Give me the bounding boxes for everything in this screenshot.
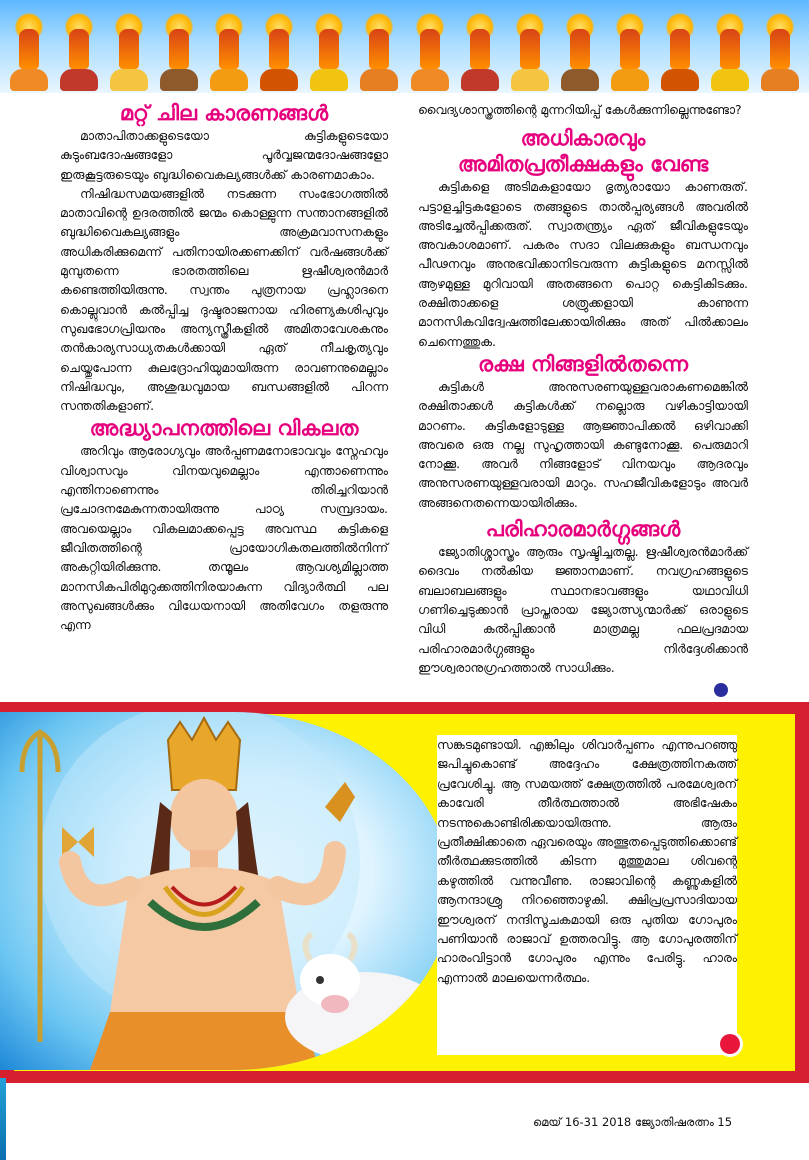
right-column [418, 100, 748, 677]
page-edge-strip [0, 1078, 6, 1160]
paragraph: ജ്യോതിശ്ശാസ്ത്രം ആരും സൃഷ്ടിച്ചതല്ല. ഋഷീശ്വരൻമാർക്ക് ദൈവം നൽകിയ ജ്ഞാനമാണ്. നവഗ്രഹങ്ങളുടെ ബലാബലങ്ങളും സ്ഥാനഭാവങ്ങളും യഥാവിധി ഗണിച്ചെടുക്കാൻ പ്രാപ്തരായ ജ്യോത്സ്യന്മാർക്ക് ഒരാളുടെ വിധി കൽപ്പിക്കാൻ മാത്രമല്ല ഫലപ്രദമായ പരിഹാരമാർഗ്ഗങ്ങളും നിർദ്ദേശിക്കാൻ ഈശ്വരാനുഗ്രഹത്താൽ സാധിക്കും. [418, 544, 748, 675]
page-footer: മെയ് 16-31 2018 ജ്യോതിഷരത്നം 15 [533, 1115, 733, 1129]
section-heading-protection: രക്ഷ നിങ്ങളിൽതന്നെ [478, 351, 688, 376]
paragraph: നിഷിദ്ധസമയങ്ങളിൽ നടക്കുന്ന സംഭോഗത്തിൽ മാതാവിന്റെ ഉദരത്തിൽ ജന്മം കൊള്ളുന്ന സന്താനങ്ങളിൽ ബുദ്ധിവൈകല്യങ്ങളും അക്രമവാസനകളും അധികരിക്കുമെന്ന് പതിനായിരക്കണക്കിന് വർഷങ്ങൾക്ക് മുമ്പുതന്നെ ഭാരതത്തിലെ ഋഷീശ്വരൻമാർ കണ്ടെത്തിയിരുന്നു. സ്വന്തം പുത്രനായ പ്രഹ്ലാദനെ കൊല്ലുവാൻ കൽപ്പിച്ച ദുഷ്ടരാജനായ ഹിരണ്യകശിപുവും സുഖഭോഗപ്രിയനും അന്യസ്ത്രീകളിൽ അമിതാവേശകനും തൻകാര്യസാധ്യതകൾക്കായി ഏത് നീചകൃത്യവും ചെയ്തുപോന്ന കുലദ്രോഹിയുമായിരുന്ന രാവണനുമെല്ലാം നിഷിദ്ധവും, അശുദ്ധവുമായ ബന്ധങ്ങളിൽ പിറന്ന സന്തതികളാണ്. [60, 185, 388, 414]
deity-icon [360, 11, 398, 93]
deity-icon [310, 11, 348, 93]
deity-icon [761, 11, 799, 93]
deity-icon [160, 11, 198, 93]
deity-icon [210, 11, 248, 93]
deity-icon [260, 11, 298, 93]
section-heading-other-causes: മറ്റ് ചില കാരണങ്ങൾ [119, 101, 329, 125]
paragraph: അറിവും ആരോഗ്യവും അർപ്പണമനോഭാവവും സ്നേഹവും വിശ്വാസവും വിനയവുമെല്ലാം എന്താണെന്നും എന്തിനാണെന്നും തിരിച്ചറിയാൻ പ്രചോദനമേകുന്നതായിരുന്നു പാഠ്യ സമ്പ്രദായം. അവയെല്ലാം വികലമാക്കപ്പെട്ട അവസ്ഥ കുട്ടികളെ ജീവിതത്തിന്റെ പ്രായോഗികതലത്തിൽനിന്ന് അകറ്റിയിരിക്കുന്നു. തന്മൂലം ആവശ്യമില്ലാത്ത മാനസികപിരിമുറുക്കത്തിനിരയാകുന്ന വിദ്യാർത്ഥി പല അസുഖങ്ങൾക്കും വിധേയനായി അതിവേഗം തളരുന്നു എന്ന [60, 443, 388, 633]
end-mark-icon [714, 683, 728, 697]
left-column [60, 100, 388, 634]
shiva-with-nandi-icon [0, 712, 452, 1070]
section-heading-authority-line1: അധികാരവും [520, 126, 646, 151]
end-mark-red-icon [720, 1034, 740, 1054]
paragraph: കുട്ടികൾ അനുസരണയുള്ളവരാകണമെങ്കിൽ രക്ഷിതാക്കൾ കുട്ടികൾക്ക് നല്ലൊരു വഴികാട്ടിയായി മാറണം. കുട്ടികളോടുള്ള ആജ്ഞാപിക്കൽ ഒഴിവാക്കി അവരെ ഒരു നല്ല സുഹൃത്തായി കണ്ടുനോക്കൂ. പെരുമാറി നോക്കൂ. അവർ നിങ്ങളോട് വിനയവും ആദരവും അനുസരണയുള്ളവരായി മാറും. സഹജീവികളോടും അവർ അങ്ങനെതന്നെയായിരിക്കും. [418, 378, 748, 510]
story-paragraph: സങ്കടമുണ്ടായി. എങ്കിലും ശിവാർപ്പണം എന്നുപറഞ്ഞു ജപിച്ചുകൊണ്ട് അദ്ദേഹം ക്ഷേത്രത്തിനകത്ത് പ്രവേശിച്ചു. ആ സമയത്ത് ക്ഷേത്രത്തിൽ പരമേശ്വരന് കാവേരി തീർത്ഥത്താൽ അഭിഷേകം നടന്നുകൊണ്ടിരിക്കയായിരുന്നു. ആരും പ്രതീക്ഷിക്കാതെ ഏവരെയും അത്ഭുതപ്പെടുത്തിക്കൊണ്ട് തീർത്ഥക്കുടത്തിൽ കിടന്ന മുത്തുമാല ശിവന്റെ കഴുത്തിൽ വന്നുവീണു. രാജാവിന്റെ കണ്ണുകളിൽ ആനന്ദാശ്രു നിറഞ്ഞൊഴുകി. ക്ഷിപ്രപ്രസാദിയായ ഈശ്വരന് നന്ദിസൂചകമായി ഒരു പുതിയ ഗോപുരം പണിയാൻ രാജാവ് ഉത്തരവിട്ടു. ആ ഗോപുരത്തിന് ഹാരംവിട്ടാൻ ഗോപുരം എന്നും പേരിട്ടു. ഹാരം എന്നാൽ മാലയെന്നർത്ഥം. [437, 737, 737, 985]
deity-icon [661, 11, 699, 93]
deity-icon [110, 11, 148, 93]
deity-icon [461, 11, 499, 93]
paragraph: മാതാപിതാക്കളുടെയോ കുട്ടികളുടെയോ കുടുംബദോഷങ്ങളോ പൂർവ്വജന്മദോഷങ്ങളോ ഇരുകൂട്ടരുടെയും ബുദ്ധിവൈകല്യങ്ങൾക്ക് കാരണമാകാം. [60, 128, 388, 182]
shiva-illustration [0, 712, 452, 1070]
deity-icon [561, 11, 599, 93]
section-heading-remedies: പരിഹാരമാർഗ്ഗങ്ങൾ [485, 517, 681, 542]
section-heading-teaching-distortion: അദ്ധ്യാപനത്തിലെ വികലത [89, 416, 359, 441]
section-heading-authority-line2: അമിതപ്രതീക്ഷകളും വേണ്ട [457, 152, 709, 177]
deity-banner [0, 0, 809, 93]
deity-icon [611, 11, 649, 93]
deity-icon [511, 11, 549, 93]
paragraph-continued: വൈദ്യശാസ്ത്രത്തിന്റെ മുന്നറിയിപ്പ് കേൾക്കുന്നില്ലെന്നുണ്ടോ? [418, 102, 742, 117]
deity-icon [411, 11, 449, 93]
paragraph: കുട്ടികളെ അടിമകളായോ ഭൃത്യരായോ കാണരുത്. പട്ടാളച്ചിട്ടകളോടെ തങ്ങളുടെ താൽപ്പര്യങ്ങൾ അവരിൽ അടിച്ചേൽപ്പിക്കരുത്. സ്വാതന്ത്ര്യം ഏത് ജീവികളുടേയും അവകാശമാണ്. പകരം സദാ വിലക്കുകളും ബന്ധനവും പീഢനവും അനുഭവിക്കാനിടവരുന്ന കുട്ടികളുടെ മനസ്സിൽ ആഴമുള്ള മുറിവായി അതങ്ങനെ പൊറ്റ കെട്ടികിടക്കും. രക്ഷിതാക്കളെ ശത്രുക്കളായി കാണുന്ന മാനസികവിദ്വേഷത്തിലേക്കായിരിക്കും അത് പിൽക്കാലം ചെന്നെത്തുക. [418, 179, 748, 349]
story-text-box [437, 735, 737, 1055]
deity-icon [711, 11, 749, 93]
deity-icon [10, 11, 48, 93]
deity-icon [60, 11, 98, 93]
